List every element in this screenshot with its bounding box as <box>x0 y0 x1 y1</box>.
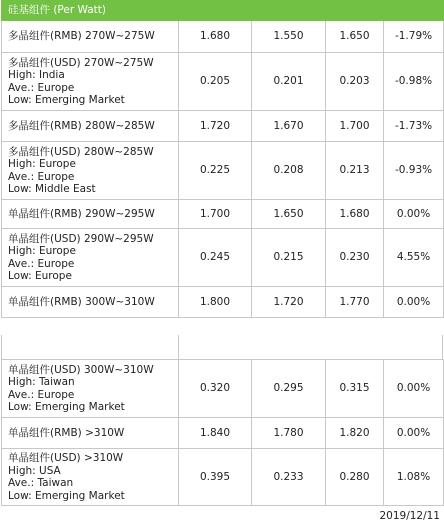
table-row <box>2 21 444 53</box>
high-price: 0.225 <box>179 142 252 200</box>
low-price: 0.208 <box>252 142 326 200</box>
product-name: 单晶组件(RMB) 290W~295W <box>8 207 155 220</box>
change-percent: -1.73% <box>384 111 444 142</box>
high-price: 1.840 <box>179 418 252 449</box>
divider <box>178 335 179 359</box>
low-price: 0.233 <box>252 449 326 506</box>
product-name: 多晶组件(USD) 270W~275W <box>8 56 154 69</box>
change-percent: 0.00% <box>384 360 444 418</box>
market-line: Low: Middle East <box>8 183 96 195</box>
change-percent: 0.00% <box>384 200 444 229</box>
low-price: 1.650 <box>252 200 326 229</box>
product-name: 多晶组件(RMB) 280W~285W <box>8 119 155 132</box>
market-line: High: Taiwan <box>8 376 75 388</box>
change-percent: -1.79% <box>384 21 444 53</box>
low-price: 0.201 <box>252 53 326 111</box>
high-price: 0.320 <box>179 360 252 418</box>
high-price: 1.680 <box>179 21 252 53</box>
average-price: 0.315 <box>326 360 384 418</box>
market-line: Ave.: Europe <box>8 257 75 270</box>
product-name: 单晶组件(USD) 290W~295W <box>8 232 154 245</box>
average-price: 0.203 <box>326 53 384 111</box>
market-line: Ave.: Europe <box>8 388 75 401</box>
product-cell <box>2 21 179 53</box>
average-price: 1.650 <box>326 21 384 53</box>
table-row <box>2 449 444 506</box>
table-row <box>2 287 444 318</box>
market-line: High: Europe <box>8 158 76 170</box>
market-line: Low: Emerging Market <box>8 401 125 413</box>
product-cell <box>2 229 179 287</box>
average-price: 1.680 <box>326 200 384 229</box>
price-table-lower <box>1 359 444 506</box>
product-name: 多晶组件(RMB) 270W~275W <box>8 30 155 43</box>
high-price: 0.205 <box>179 53 252 111</box>
product-name: 多晶组件(USD) 280W~285W <box>8 145 154 158</box>
high-price: 0.245 <box>179 229 252 287</box>
high-price: 1.800 <box>179 287 252 318</box>
low-price: 1.780 <box>252 418 326 449</box>
change-percent: -0.93% <box>384 142 444 200</box>
average-price: 1.820 <box>326 418 384 449</box>
table-row <box>2 229 444 287</box>
change-percent: 4.55% <box>384 229 444 287</box>
low-price: 0.295 <box>252 360 326 418</box>
price-table-upper <box>1 0 444 318</box>
low-price: 1.550 <box>252 21 326 53</box>
divider <box>442 335 443 359</box>
table-header-row <box>2 1 444 21</box>
product-name: 单晶组件(RMB) >310W <box>8 426 125 439</box>
market-line: Ave.: Taiwan <box>8 477 74 489</box>
product-cell <box>2 449 179 506</box>
change-percent: -0.98% <box>384 53 444 111</box>
market-line: High: USA <box>8 464 61 477</box>
divider <box>1 335 2 359</box>
product-cell <box>2 200 179 229</box>
change-percent: 0.00% <box>384 418 444 449</box>
table-row <box>2 111 444 142</box>
average-price: 0.230 <box>326 229 384 287</box>
high-price: 1.720 <box>179 111 252 142</box>
low-price: 1.720 <box>252 287 326 318</box>
table-row <box>2 418 444 449</box>
market-line: Low: Emerging Market <box>8 94 125 106</box>
product-name: 单晶组件(USD) >310W <box>8 452 124 464</box>
table-row <box>2 53 444 111</box>
market-line: Ave.: Europe <box>8 81 75 94</box>
product-cell <box>2 287 179 318</box>
product-cell <box>2 53 179 111</box>
high-price: 1.700 <box>179 200 252 229</box>
table-row <box>2 200 444 229</box>
market-line: Ave.: Europe <box>8 170 75 183</box>
high-price: 0.395 <box>179 449 252 506</box>
report-date: 2019/12/11 <box>379 510 440 522</box>
table-title: 硅基组件 (Per Watt) <box>2 1 444 21</box>
average-price: 0.280 <box>326 449 384 506</box>
change-percent: 1.08% <box>384 449 444 506</box>
market-line: High: Europe <box>8 245 76 257</box>
product-name: 单晶组件(RMB) 300W~310W <box>8 295 155 308</box>
market-line: Low: Emerging Market <box>8 489 125 502</box>
market-line: Low: Europe <box>8 270 72 282</box>
low-price: 0.215 <box>252 229 326 287</box>
product-cell <box>2 142 179 200</box>
product-cell <box>2 418 179 449</box>
average-price: 1.700 <box>326 111 384 142</box>
market-line: High: India <box>8 69 65 81</box>
average-price: 1.770 <box>326 287 384 318</box>
average-price: 0.213 <box>326 142 384 200</box>
low-price: 1.670 <box>252 111 326 142</box>
table-row <box>2 360 444 418</box>
change-percent: 0.00% <box>384 287 444 318</box>
table-row <box>2 142 444 200</box>
product-cell <box>2 360 179 418</box>
product-name: 单晶组件(USD) 300W~310W <box>8 363 154 376</box>
product-cell <box>2 111 179 142</box>
